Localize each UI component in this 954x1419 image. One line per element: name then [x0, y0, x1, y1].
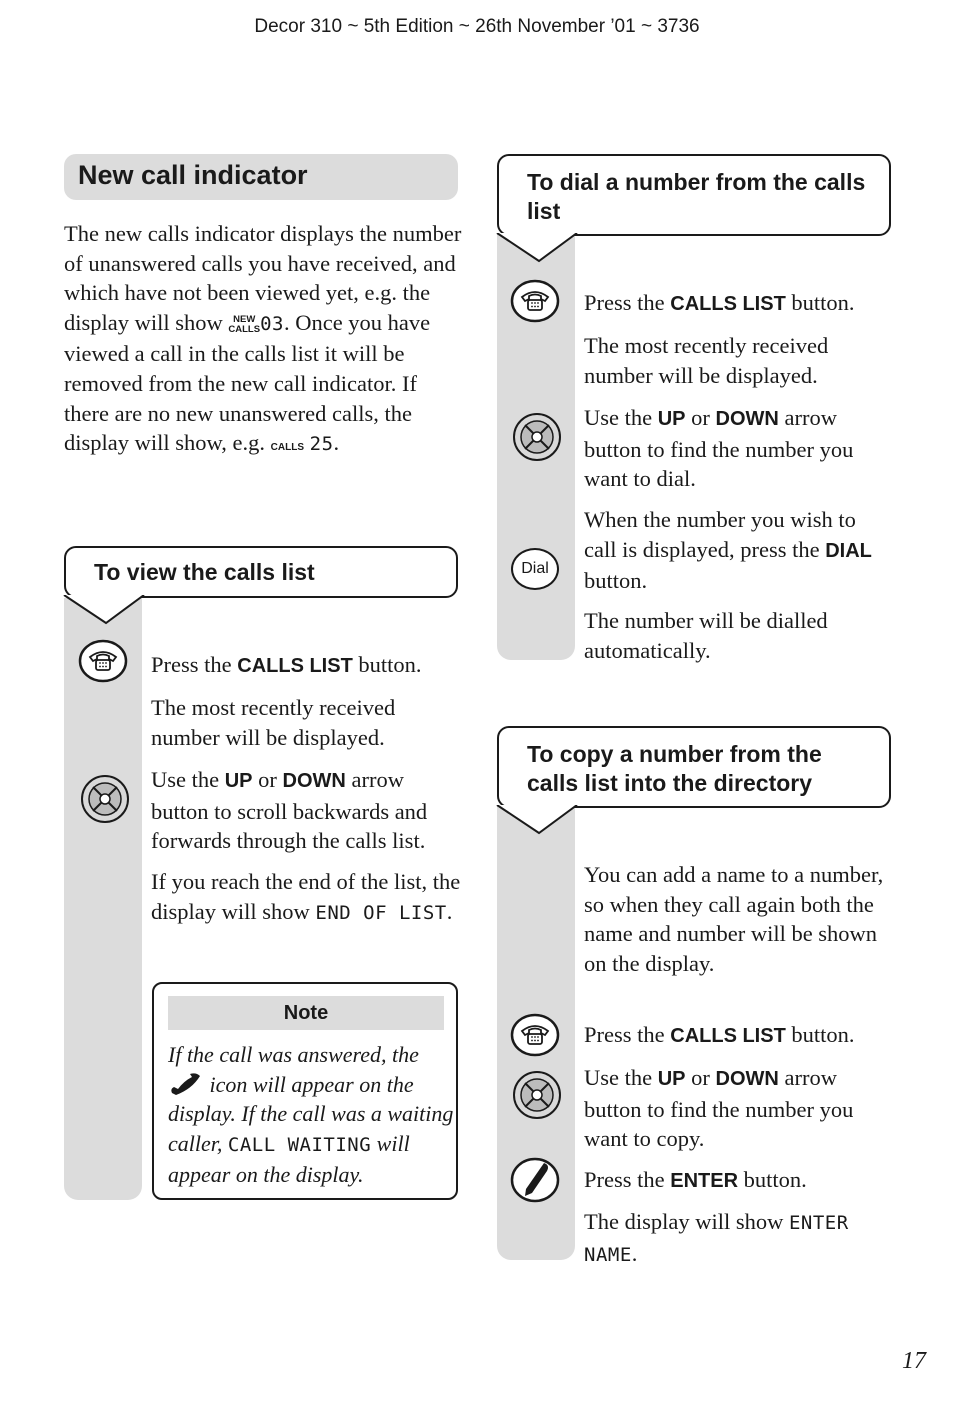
- new-label: NEW: [233, 313, 256, 325]
- note-text-1: If the call was answered, the: [168, 1042, 419, 1067]
- up-key: UP: [657, 408, 686, 430]
- view-step-4: [151, 867, 461, 928]
- step-text: button.: [352, 652, 422, 677]
- calls-list-key: CALLS LIST: [670, 1025, 786, 1047]
- step-text: or: [252, 767, 283, 792]
- step-text: Press the: [151, 652, 238, 677]
- page-number: 17: [902, 1348, 926, 1374]
- step-text: Press the: [584, 290, 671, 315]
- view-calls-list-heading: To view the calls list: [94, 559, 315, 585]
- intro-text-1: The new calls indicator displays the number of unanswered calls you have received, and which have not been viewed yet, e.g. the display will show: [64, 221, 462, 335]
- note-text-3: will appear on the display.: [168, 1130, 410, 1188]
- dial-heading-box: [497, 154, 891, 236]
- up-key: UP: [224, 770, 253, 792]
- note-text: [168, 1040, 454, 1190]
- page-title: New call indicator: [78, 160, 308, 190]
- dial-key: DIAL: [825, 539, 872, 562]
- view-step-1: [151, 650, 461, 682]
- heading-pointer: [62, 595, 146, 627]
- step-text: arrow button to scroll backwards and forwards through the calls list.: [151, 767, 428, 854]
- view-calls-list-heading-box: [64, 546, 458, 598]
- step-text: Press the: [584, 1022, 671, 1047]
- up-key: UP: [657, 1068, 686, 1090]
- note-heading: Note: [168, 996, 444, 1030]
- step-text: button.: [785, 290, 855, 315]
- down-key: DOWN: [715, 408, 779, 430]
- dial-step-2: The most recently received number will be displayed.: [584, 333, 829, 388]
- calls-display-label: CALLS: [270, 442, 304, 454]
- step-text: or: [685, 1065, 716, 1090]
- dial-step-3: [584, 403, 894, 494]
- calls-list-key: CALLS LIST: [670, 293, 786, 315]
- step-text: Use the: [151, 767, 225, 792]
- new-calls-value: 03: [260, 312, 284, 335]
- copy-step-1: [584, 1020, 894, 1052]
- copy-step-4: [584, 1207, 884, 1270]
- intro-text-3: .: [333, 430, 340, 456]
- intro-text-2: . Once you have viewed a call in the calls list it will be removed from the new call indicator. If there are no new unanswered calls, the display will show, e.g.: [64, 309, 431, 456]
- copy-intro: You can add a name to a number, so when they call again both the name and number will be shown on the display.: [584, 862, 884, 976]
- end-of-list-display: END OF LIST: [315, 901, 447, 924]
- step-text: button.: [785, 1022, 855, 1047]
- step-text: .: [631, 1240, 638, 1266]
- step-text: button.: [738, 1167, 807, 1192]
- calls-label: CALLS: [228, 323, 261, 335]
- step-text: Use the: [584, 405, 658, 430]
- note-box: [152, 982, 458, 1200]
- dial-step-1: [584, 288, 894, 320]
- navigation-icon: [512, 1070, 562, 1120]
- step-text: arrow button to find the number you want to copy.: [584, 1065, 854, 1152]
- copy-step-2: [584, 1063, 894, 1154]
- calls-list-key: CALLS LIST: [237, 655, 353, 677]
- navigation-icon: [512, 412, 562, 462]
- heading-pointer: [495, 233, 579, 265]
- navigation-icon: [80, 774, 130, 824]
- document-header: Decor 310 ~ 5th Edition ~ 26th November ’01 ~ 3736: [254, 16, 700, 37]
- enter-name-display: ENTER NAME: [584, 1212, 849, 1266]
- step-text: When the number you wish to call is displayed, press the: [584, 507, 856, 562]
- intro-paragraph: [64, 219, 464, 463]
- copy-step-3: [584, 1165, 894, 1197]
- dial-button-icon: Dial: [511, 548, 559, 590]
- enter-key: ENTER: [670, 1170, 739, 1192]
- heading-pointer: [495, 805, 579, 837]
- new-calls-label: [228, 315, 260, 335]
- down-key: DOWN: [715, 1068, 779, 1090]
- copy-heading: To copy a number from the calls list into the directory: [527, 741, 822, 796]
- down-key: DOWN: [282, 770, 346, 792]
- view-step-3: [151, 765, 461, 856]
- dial-step-4: [584, 505, 884, 596]
- step-text: button.: [584, 568, 648, 594]
- step-text: The display will show: [584, 1209, 789, 1234]
- steps-icon-column: [64, 598, 142, 1200]
- step-text: Use the: [584, 1065, 658, 1090]
- calls-display-value: 25: [309, 433, 334, 456]
- step-text: If you reach the end of the list, the display will show: [151, 869, 461, 924]
- view-step-2: The most recently received number will be displayed.: [151, 695, 396, 750]
- calls-list-icon: [510, 278, 560, 324]
- step-text: arrow button to find the number you want to dial.: [584, 405, 854, 492]
- copy-heading-box: [497, 726, 891, 808]
- note-text-2: icon will appear on the display. If the call was a waiting caller,: [168, 1071, 454, 1156]
- calls-list-icon: [510, 1012, 560, 1058]
- step-text: .: [446, 898, 453, 924]
- enter-pen-icon: [510, 1156, 560, 1204]
- call-waiting-display: CALL WAITING: [227, 1133, 372, 1156]
- handset-icon: [168, 1073, 204, 1095]
- dial-heading: To dial a number from the calls list: [527, 169, 866, 224]
- step-text: Press the: [584, 1167, 671, 1192]
- dial-step-5: The number will be dialled automatically.: [584, 608, 828, 663]
- step-text: or: [685, 405, 716, 430]
- calls-list-icon: [78, 638, 128, 684]
- section-title-bar: [64, 154, 458, 200]
